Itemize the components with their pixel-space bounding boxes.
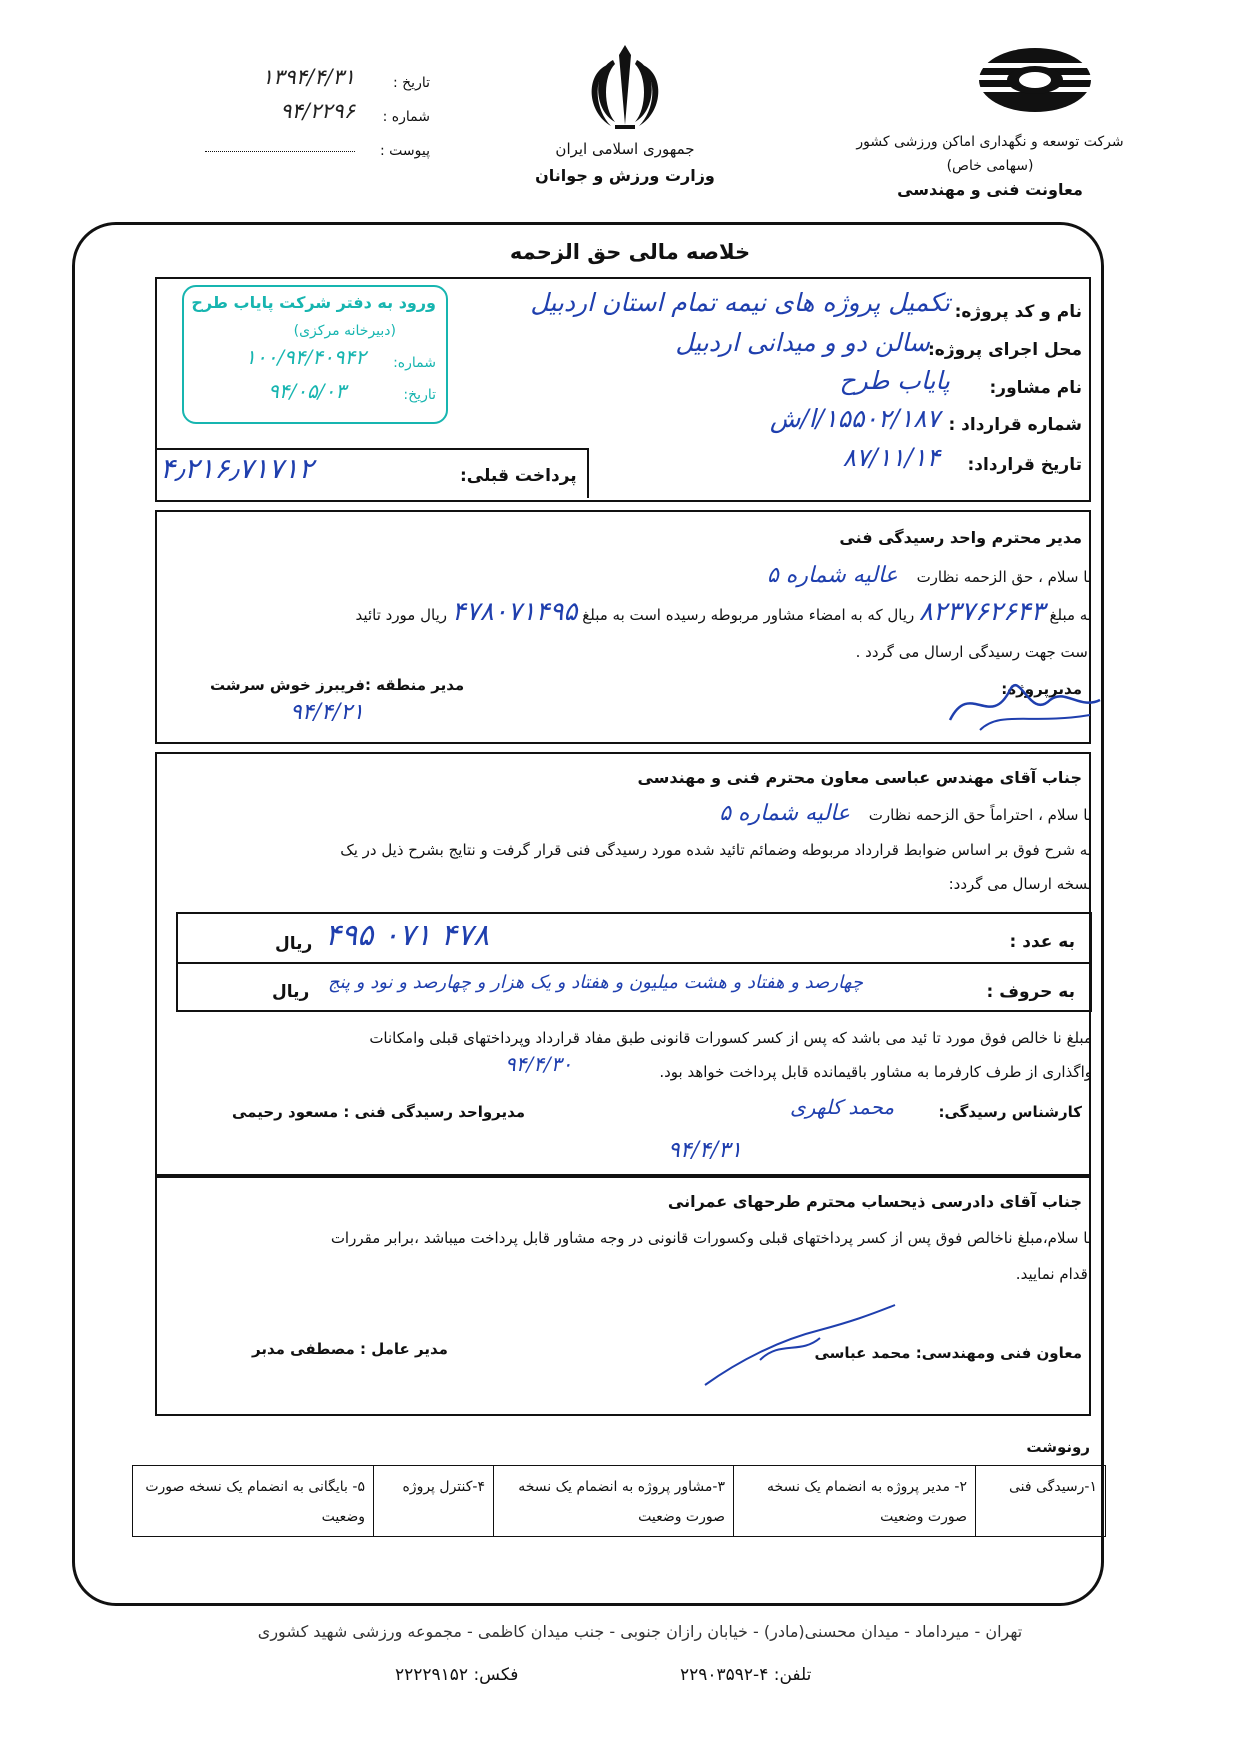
section2-greeting-hand: عالیه شماره ۵	[719, 801, 850, 826]
section1-line2-end: ریال مورد تائید	[355, 606, 447, 624]
section1-line2-start: به مبلغ	[1049, 606, 1092, 624]
section2-note1: مبلغ نا خالص فوق مورد تا ئید می باشد که پس از کسر کسورات قانونی طبق مفاد قرارداد وپرداختهای قبلی وامکانات	[369, 1029, 1092, 1047]
cc-heading: رونوشت	[1026, 1438, 1090, 1456]
ceo-name: مدیر عامل : مصطفی مدبر	[252, 1340, 448, 1358]
attachment-label: پیوست :	[380, 143, 430, 159]
digits-unit: ریال	[275, 934, 313, 954]
digits-value: ۴۷۸ ۰۷۱ ۴۹۵	[325, 918, 490, 953]
company-name: شرکت توسعه و نگهداری اماکن ورزشی کشور	[856, 134, 1124, 150]
section1-amount1: ۸۲۳۷۶۲۶۴۳	[919, 597, 1045, 627]
section2-greeting-text: با سلام ، احتراماً حق الزحمه نظارت	[868, 806, 1092, 824]
cc-item-5: ۵- بایگانی به انضمام یک نسخه صورت وضعیت	[145, 1479, 365, 1525]
republic-name: جمهوری اسلامی ایران	[555, 140, 695, 158]
words-unit: ریال	[272, 982, 310, 1002]
company-logo	[975, 45, 1095, 115]
prev-payment-label: پرداخت قبلی:	[460, 466, 577, 486]
project-name-value: تکمیل پروژه های نیمه تمام استان اردبیل	[530, 288, 950, 317]
stamp-date-label: تاریخ:	[403, 387, 436, 403]
words-value: چهارصد و هفتاد و هشت میلیون و هفتاد و یک هزار و چهارصد و نود و پنج	[328, 972, 863, 993]
stamp-line2: (دبیرخانه مرکزی)	[293, 323, 396, 339]
amount-table	[176, 912, 1092, 1012]
iran-emblem-icon	[470, 40, 780, 140]
consultant-label: نام مشاور:	[989, 378, 1082, 398]
section3-heading: جناب آقای دادرسی ذیحساب محترم طرحهای عمرانی	[667, 1192, 1082, 1211]
cc-item-1: ۱-رسیدگی فنی	[975, 1466, 1105, 1536]
footer-address: تهران - میرداماد - میدان محسنی(مادر) - خیابان رازان جنوبی - جنب میدان کاظمی - مجموعه ورزشی شهید کشوری	[257, 1622, 1023, 1641]
expert-label: کارشناس رسیدگی:	[938, 1103, 1082, 1121]
section2-note2: واگذاری از طرف کارفرما به مشاور باقیمانده قابل پرداخت خواهد بود.	[659, 1063, 1092, 1081]
consultant-value: پایاب طرح	[839, 366, 950, 395]
section1-greeting	[152, 560, 1092, 593]
section3-body2: اقدام نمایید.	[1015, 1265, 1092, 1283]
section3-body1: با سلام،مبلغ ناخالص فوق پس از کسر پرداختهای قبلی وکسورات قانونی در وجه مشاور قابل پرداخت میباشد ،برابر مقررات	[330, 1229, 1092, 1247]
prev-payment-value: ۴٫۲۱۶٫۷۱۷۱۲	[160, 452, 314, 485]
section2-hand-date: ۹۴/۴/۳۰	[505, 1052, 573, 1076]
cc-item-4: ۴-کنترل پروژه	[373, 1466, 493, 1536]
project-name-label: نام و کد پروژه:	[954, 302, 1082, 322]
date-label: تاریخ :	[392, 75, 430, 91]
section2-heading: جناب آقای مهندس عباسی معاون محترم فنی و مهندسی	[637, 768, 1082, 787]
section1-line2	[152, 596, 1092, 631]
project-location-value: سالن دو و میدانی اردبیل	[675, 328, 930, 357]
region-manager: مدیر منطقه :فریبرز خوش سرشت	[210, 676, 465, 694]
document-title: خلاصه مالی حق الزحمه	[509, 240, 751, 264]
project-location-label: محل اجرای پروژه:	[928, 340, 1082, 360]
number-label: شماره :	[382, 109, 430, 125]
company-header	[810, 130, 1170, 202]
receipt-stamp	[182, 285, 448, 424]
section2-body1: به شرح فوق بر اساس ضوابط قرارداد مربوطه وضمائم تائید شده مورد رسیدگی فنی قرار گرفت و نتایج بشرح ذیل در یک	[340, 841, 1092, 859]
cc-item-2: ۲- مدیر پروژه به انضمام یک نسخه صورت وضعیت	[733, 1466, 975, 1536]
project-manager-signature	[940, 660, 1110, 740]
stamp-line1: ورود به دفتر شرکت پایاب طرح	[191, 293, 436, 312]
expert-signature: محمد کلهری	[790, 1095, 895, 1119]
company-type: (سهامی خاص)	[946, 158, 1034, 174]
contract-date-value: ۸۷/۱۱/۱۴	[842, 443, 940, 472]
stamp-number-value: ۱۰۰/۹۴/۴۰۹۴۲	[245, 345, 366, 369]
digits-label: به عدد :	[1009, 932, 1075, 952]
footer-fax: فکس: ۲۲۲۲۹۱۵۲	[395, 1665, 519, 1685]
deputy-signature	[700, 1300, 900, 1390]
cc-item-3: ۳-مشاور پروژه به انضمام یک نسخه صورت وضعیت	[493, 1466, 733, 1536]
section1-line3: است جهت رسیدگی ارسال می گردد .	[855, 643, 1092, 661]
region-manager-date: ۹۴/۴/۲۱	[290, 700, 364, 725]
unit-manager: مدیرواحد رسیدگی فنی : مسعود رحیمی	[232, 1103, 526, 1121]
contract-no-label: شماره قرارداد :	[948, 415, 1082, 435]
section1-amount2: ۴۷۸۰۷۱۴۹۵	[451, 597, 578, 627]
government-header	[470, 40, 780, 185]
section1-line2-mid: ریال که به امضاء مشاور مربوطه رسیده است به مبلغ	[582, 606, 915, 624]
section1-heading: مدیر محترم واحد رسیدگی فنی	[839, 528, 1082, 547]
stamp-date-value: ۹۴/۰۵/۰۳	[268, 379, 346, 403]
company-department: معاونت فنی و مهندسی	[897, 180, 1083, 199]
section1-greeting-hand: عالیه شماره ۵	[766, 563, 898, 588]
attachment-line	[205, 151, 355, 152]
contract-date-label: تاریخ قرارداد:	[967, 455, 1082, 475]
stamp-number-label: شماره:	[393, 355, 436, 371]
deputy-name: معاون فنی ومهندسی: محمد عباسی	[814, 1344, 1082, 1362]
project-manager-label: مدیرپروژه:	[1001, 680, 1082, 698]
section2-sign-date: ۹۴/۴/۳۱	[668, 1138, 742, 1163]
section2-greeting	[152, 798, 1092, 831]
doc-meta	[170, 65, 430, 177]
number-value: ۹۴/۲۲۹۶	[280, 99, 355, 123]
ministry-name: وزارت ورزش و جوانان	[535, 166, 715, 185]
words-label: به حروف :	[986, 982, 1075, 1002]
footer-phone: تلفن: ۴-۲۲۹۰۳۵۹۲	[680, 1665, 812, 1685]
section2-body2: نسخه ارسال می گردد:	[948, 875, 1092, 893]
contract-no-value: ۱۵۵۰۲/۱۸۷/ا/ش	[769, 404, 940, 433]
cc-table	[132, 1465, 1106, 1537]
section3-box	[155, 1176, 1091, 1416]
date-value: ۱۳۹۴/۴/۳۱	[261, 65, 355, 89]
section1-greeting-text: با سلام ، حق الزحمه نظارت	[916, 568, 1092, 586]
